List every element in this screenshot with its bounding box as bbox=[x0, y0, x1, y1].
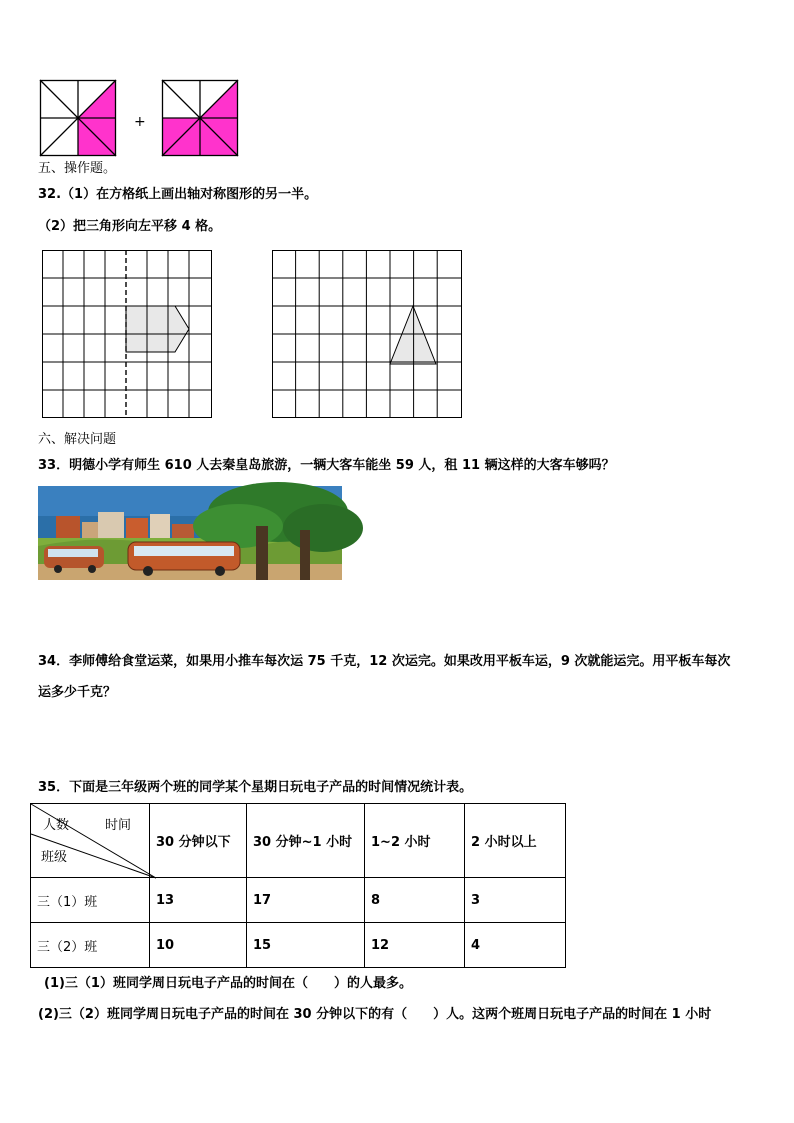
corner-label-class: 班级 bbox=[41, 850, 68, 865]
triangle bbox=[390, 306, 436, 364]
fraction-square-left bbox=[40, 80, 116, 156]
plus-sign: + bbox=[134, 114, 146, 130]
table-cell: 8 bbox=[365, 878, 465, 923]
corner-label-time: 时间 bbox=[105, 818, 132, 833]
corner-label-people: 人数 bbox=[43, 818, 70, 833]
table-header: 30 分钟~1 小时 bbox=[247, 804, 365, 878]
table-cell: 15 bbox=[247, 923, 365, 968]
half-pentagon bbox=[126, 306, 189, 352]
grid-symmetry bbox=[42, 250, 212, 418]
table-row bbox=[31, 923, 566, 968]
row-class: 三（2）班 bbox=[31, 923, 150, 968]
table-cell: 3 bbox=[465, 878, 566, 923]
q35-sub2: (2)三（2）班同学周日玩电子产品的时间在 30 分钟以下的有（ ）人。这两个班周日玩电子产品的时间在 1 小时 bbox=[38, 1007, 712, 1022]
table-cell: 13 bbox=[150, 878, 247, 923]
section5-title: 五、操作题。 bbox=[38, 161, 117, 176]
bus-illustration bbox=[38, 486, 342, 580]
row-class: 三（1）班 bbox=[31, 878, 150, 923]
table-header: 2 小时以上 bbox=[465, 804, 566, 878]
section6-title: 六、解决问题 bbox=[38, 432, 117, 447]
q32-part1: 32.（1）在方格纸上画出轴对称图形的另一半。 bbox=[38, 187, 318, 202]
fraction-square-right bbox=[162, 80, 238, 156]
q32-part2: （2）把三角形向左平移 4 格。 bbox=[38, 219, 222, 234]
q35-text: 35．下面是三年级两个班的同学某个星期日玩电子产品的时间情况统计表。 bbox=[38, 780, 473, 795]
q33-text: 33．明德小学有师生 610 人去秦皇岛旅游，一辆大客车能坐 59 人，租 11 辆这样的大客车够吗？ bbox=[38, 458, 615, 473]
table-row bbox=[31, 878, 566, 923]
table-cell: 4 bbox=[465, 923, 566, 968]
grid-translation bbox=[272, 250, 462, 418]
q34-line1: 34．李师傅给食堂运菜，如果用小推车每次运 75 千克，12 次运完。如果改用平板车运，9 次就能运完。用平板车每次 bbox=[38, 654, 731, 669]
table-header: 30 分钟以下 bbox=[150, 804, 247, 878]
table-header: 1~2 小时 bbox=[365, 804, 465, 878]
table-cell: 10 bbox=[150, 923, 247, 968]
table-corner-cell bbox=[31, 804, 150, 878]
q34-line2: 运多少千克？ bbox=[38, 685, 117, 700]
q35-sub1: (1)三（1）班同学周日玩电子产品的时间在（ ）的人最多。 bbox=[44, 976, 412, 991]
table-cell: 17 bbox=[247, 878, 365, 923]
table-cell: 12 bbox=[365, 923, 465, 968]
stats-table bbox=[30, 803, 566, 968]
